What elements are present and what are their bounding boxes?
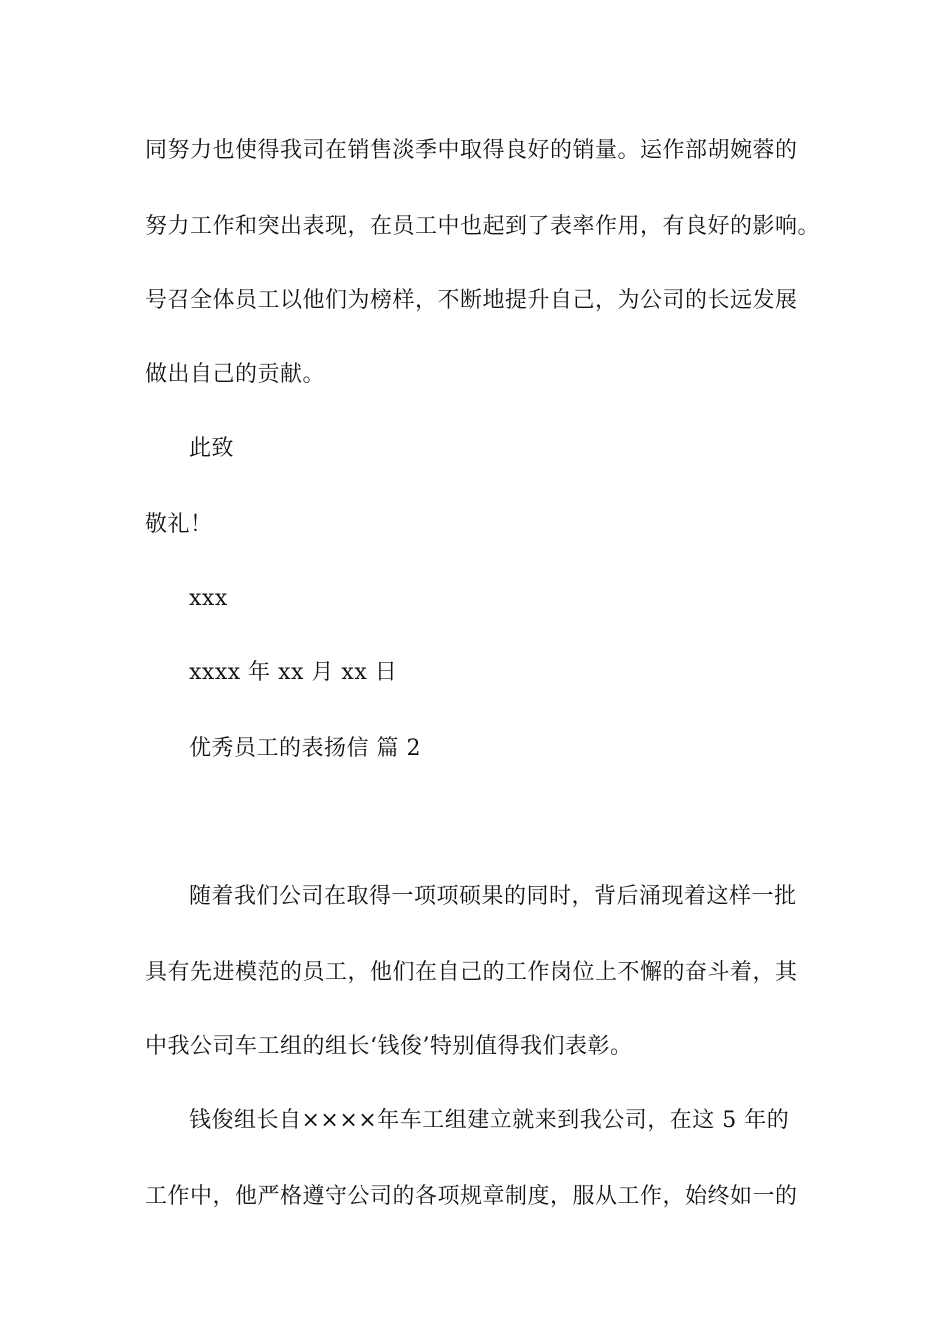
paragraph-line: 具有先进模范的员工，他们在自己的工作岗位上不懈的奋斗着，其: [145, 960, 798, 985]
paragraph-line: 号召全体员工以他们为榜样，不断地提升自己，为公司的长远发展: [145, 288, 798, 313]
signature-date: xxxx 年 xx 月 xx 日: [189, 660, 398, 685]
paragraph-line: 钱俊组长自××××年车工组建立就来到我公司，在这 5 年的: [189, 1108, 790, 1133]
paragraph-line: 随着我们公司在取得一项项硕果的同时，背后涌现着这样一批: [189, 884, 797, 909]
paragraph-line: 中我公司车工组的组长‘钱俊’特别值得我们表彰。: [145, 1034, 633, 1059]
closing-salutation: 此致: [189, 436, 235, 461]
signature-name: xxx: [189, 586, 228, 611]
paragraph-line: 工作中，他严格遵守公司的各项规章制度，服从工作，始终如一的: [145, 1184, 798, 1209]
section-title: 优秀员工的表扬信 篇 2: [189, 736, 421, 761]
paragraph-line: 努力工作和突出表现，在员工中也起到了表率作用，有良好的影响。: [145, 214, 821, 239]
paragraph-line: 做出自己的贡献。: [145, 362, 326, 387]
closing-regards: 敬礼！: [145, 512, 213, 537]
paragraph-line: 同努力也使得我司在销售淡季中取得良好的销量。运作部胡婉蓉的: [145, 138, 798, 163]
